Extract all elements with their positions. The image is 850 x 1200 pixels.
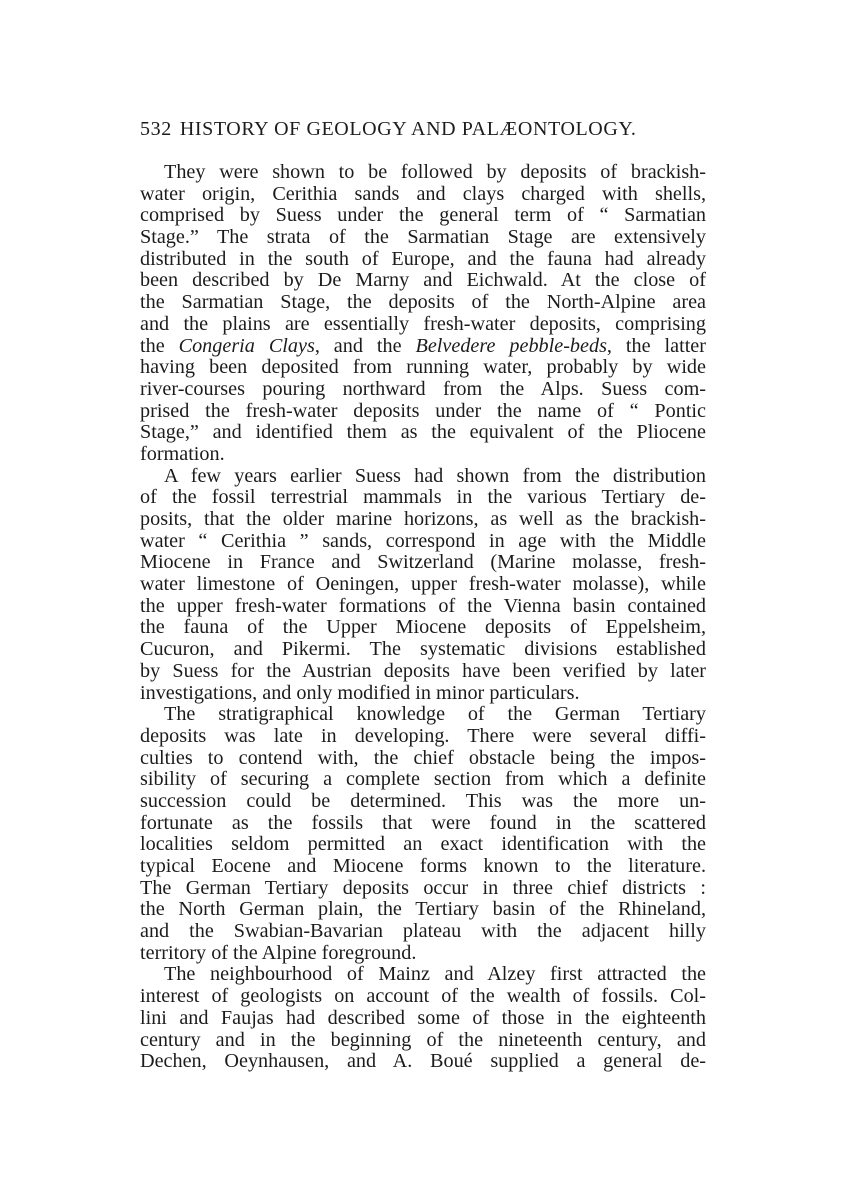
text-line: typical Eocene and Miocene forms known to the literature. <box>140 855 706 877</box>
text-line: prised the fresh-water deposits under the name of “ Pontic <box>140 399 706 422</box>
running-head <box>140 116 720 142</box>
text-line: the Sarmatian Stage, the deposits of the North-Alpine area <box>140 291 706 314</box>
text-line: posits, that the older marine horizons, as well as the brackish- <box>140 508 706 530</box>
text-line: investigations, and only modified in minor particulars. <box>140 681 580 704</box>
text-line: The neighbourhood of Mainz and Alzey first attracted the <box>164 963 706 986</box>
text-line: Miocene in France and Switzerland (Marine molasse, fresh- <box>140 551 706 574</box>
text-line: been described by De Marny and Eichwald. At the close of <box>140 269 706 292</box>
paragraph-4 <box>140 964 706 1072</box>
text-line: comprised by Suess under the general term of “ Sarmatian <box>140 204 706 227</box>
text-span: , the latter <box>606 334 706 357</box>
text-line: fortunate as the fossils that were found in the scattered <box>140 811 706 834</box>
text-line: century and in the beginning of the nineteenth century, and <box>140 1028 706 1051</box>
text-line: culties to contend with, the chief obstacle being the impos- <box>140 746 706 769</box>
text-line: the North German plain, the Tertiary basin of the Rhineland, <box>140 898 706 921</box>
text-line: water origin, Cerithia sands and clays charged with shells, <box>140 182 706 205</box>
text-span: the <box>140 334 179 357</box>
paragraph-1 <box>140 162 706 466</box>
text-line-with-italics <box>140 336 706 358</box>
text-line: water limestone of Oeningen, upper fresh-water molasse), while <box>140 573 706 596</box>
text-line: water “ Cerithia ” sands, correspond in age with the Middle <box>140 529 706 552</box>
text-line: and the plains are essentially fresh-water deposits, comprising <box>140 312 706 335</box>
text-span: , and the <box>314 334 416 357</box>
text-line: lini and Faujas had described some of those in the eighteenth <box>140 1006 706 1029</box>
text-line: succession could be determined. This was the more un- <box>140 789 706 812</box>
text-line: and the Swabian-Bavarian plateau with the adjacent hilly <box>140 920 706 943</box>
text-line: the upper fresh-water formations of the Vienna basin contained <box>140 594 706 617</box>
text-line: formation. <box>140 442 225 465</box>
text-line: by Suess for the Austrian deposits have been verified by later <box>140 659 706 682</box>
text-line: They were shown to be followed by deposits of brackish- <box>164 161 706 183</box>
text-line: Cucuron, and Pikermi. The systematic divisions established <box>140 638 706 661</box>
text-line: territory of the Alpine foreground. <box>140 941 417 964</box>
text-line: localities seldom permitted an exact identification with the <box>140 833 706 856</box>
text-line: of the fossil terrestrial mammals in the various Tertiary de- <box>140 486 706 509</box>
text-line: Stage.” The strata of the Sarmatian Stage are extensively <box>140 226 706 249</box>
running-title: HISTORY OF GEOLOGY AND PALÆONTOLOGY. <box>179 118 637 140</box>
paragraph-3 <box>140 704 706 964</box>
text-line: having been deposited from running water, probably by wide <box>140 356 706 379</box>
text-line: Dechen, Oeynhausen, and A. Boué supplied a general de- <box>140 1050 706 1073</box>
italic-term-congeria-clays: Congeria Clays <box>178 334 315 357</box>
text-line: deposits was late in developing. There were several diffi- <box>140 724 706 747</box>
text-line: river-courses pouring northward from the Alps. Suess com- <box>140 377 706 400</box>
text-line: The German Tertiary deposits occur in three chief districts : <box>140 876 706 899</box>
italic-term-belvedere-pebble-beds: Belvedere pebble-beds <box>415 334 607 357</box>
text-line: the fauna of the Upper Miocene deposits of Eppelsheim, <box>140 616 706 639</box>
text-line: interest of geologists on account of the wealth of fossils. Col- <box>140 985 706 1008</box>
text-line: Stage,” and identified them as the equivalent of the Pliocene <box>140 421 706 444</box>
paragraph-2 <box>140 466 706 705</box>
text-line: The stratigraphical knowledge of the German Tertiary <box>164 703 706 726</box>
page-number: 532 <box>140 118 172 140</box>
text-line: sibility of securing a complete section from which a definite <box>140 768 706 791</box>
text-line: distributed in the south of Europe, and the fauna had already <box>140 247 706 270</box>
body-text <box>140 162 706 1073</box>
text-line: A few years earlier Suess had shown from the distribution <box>164 464 706 487</box>
